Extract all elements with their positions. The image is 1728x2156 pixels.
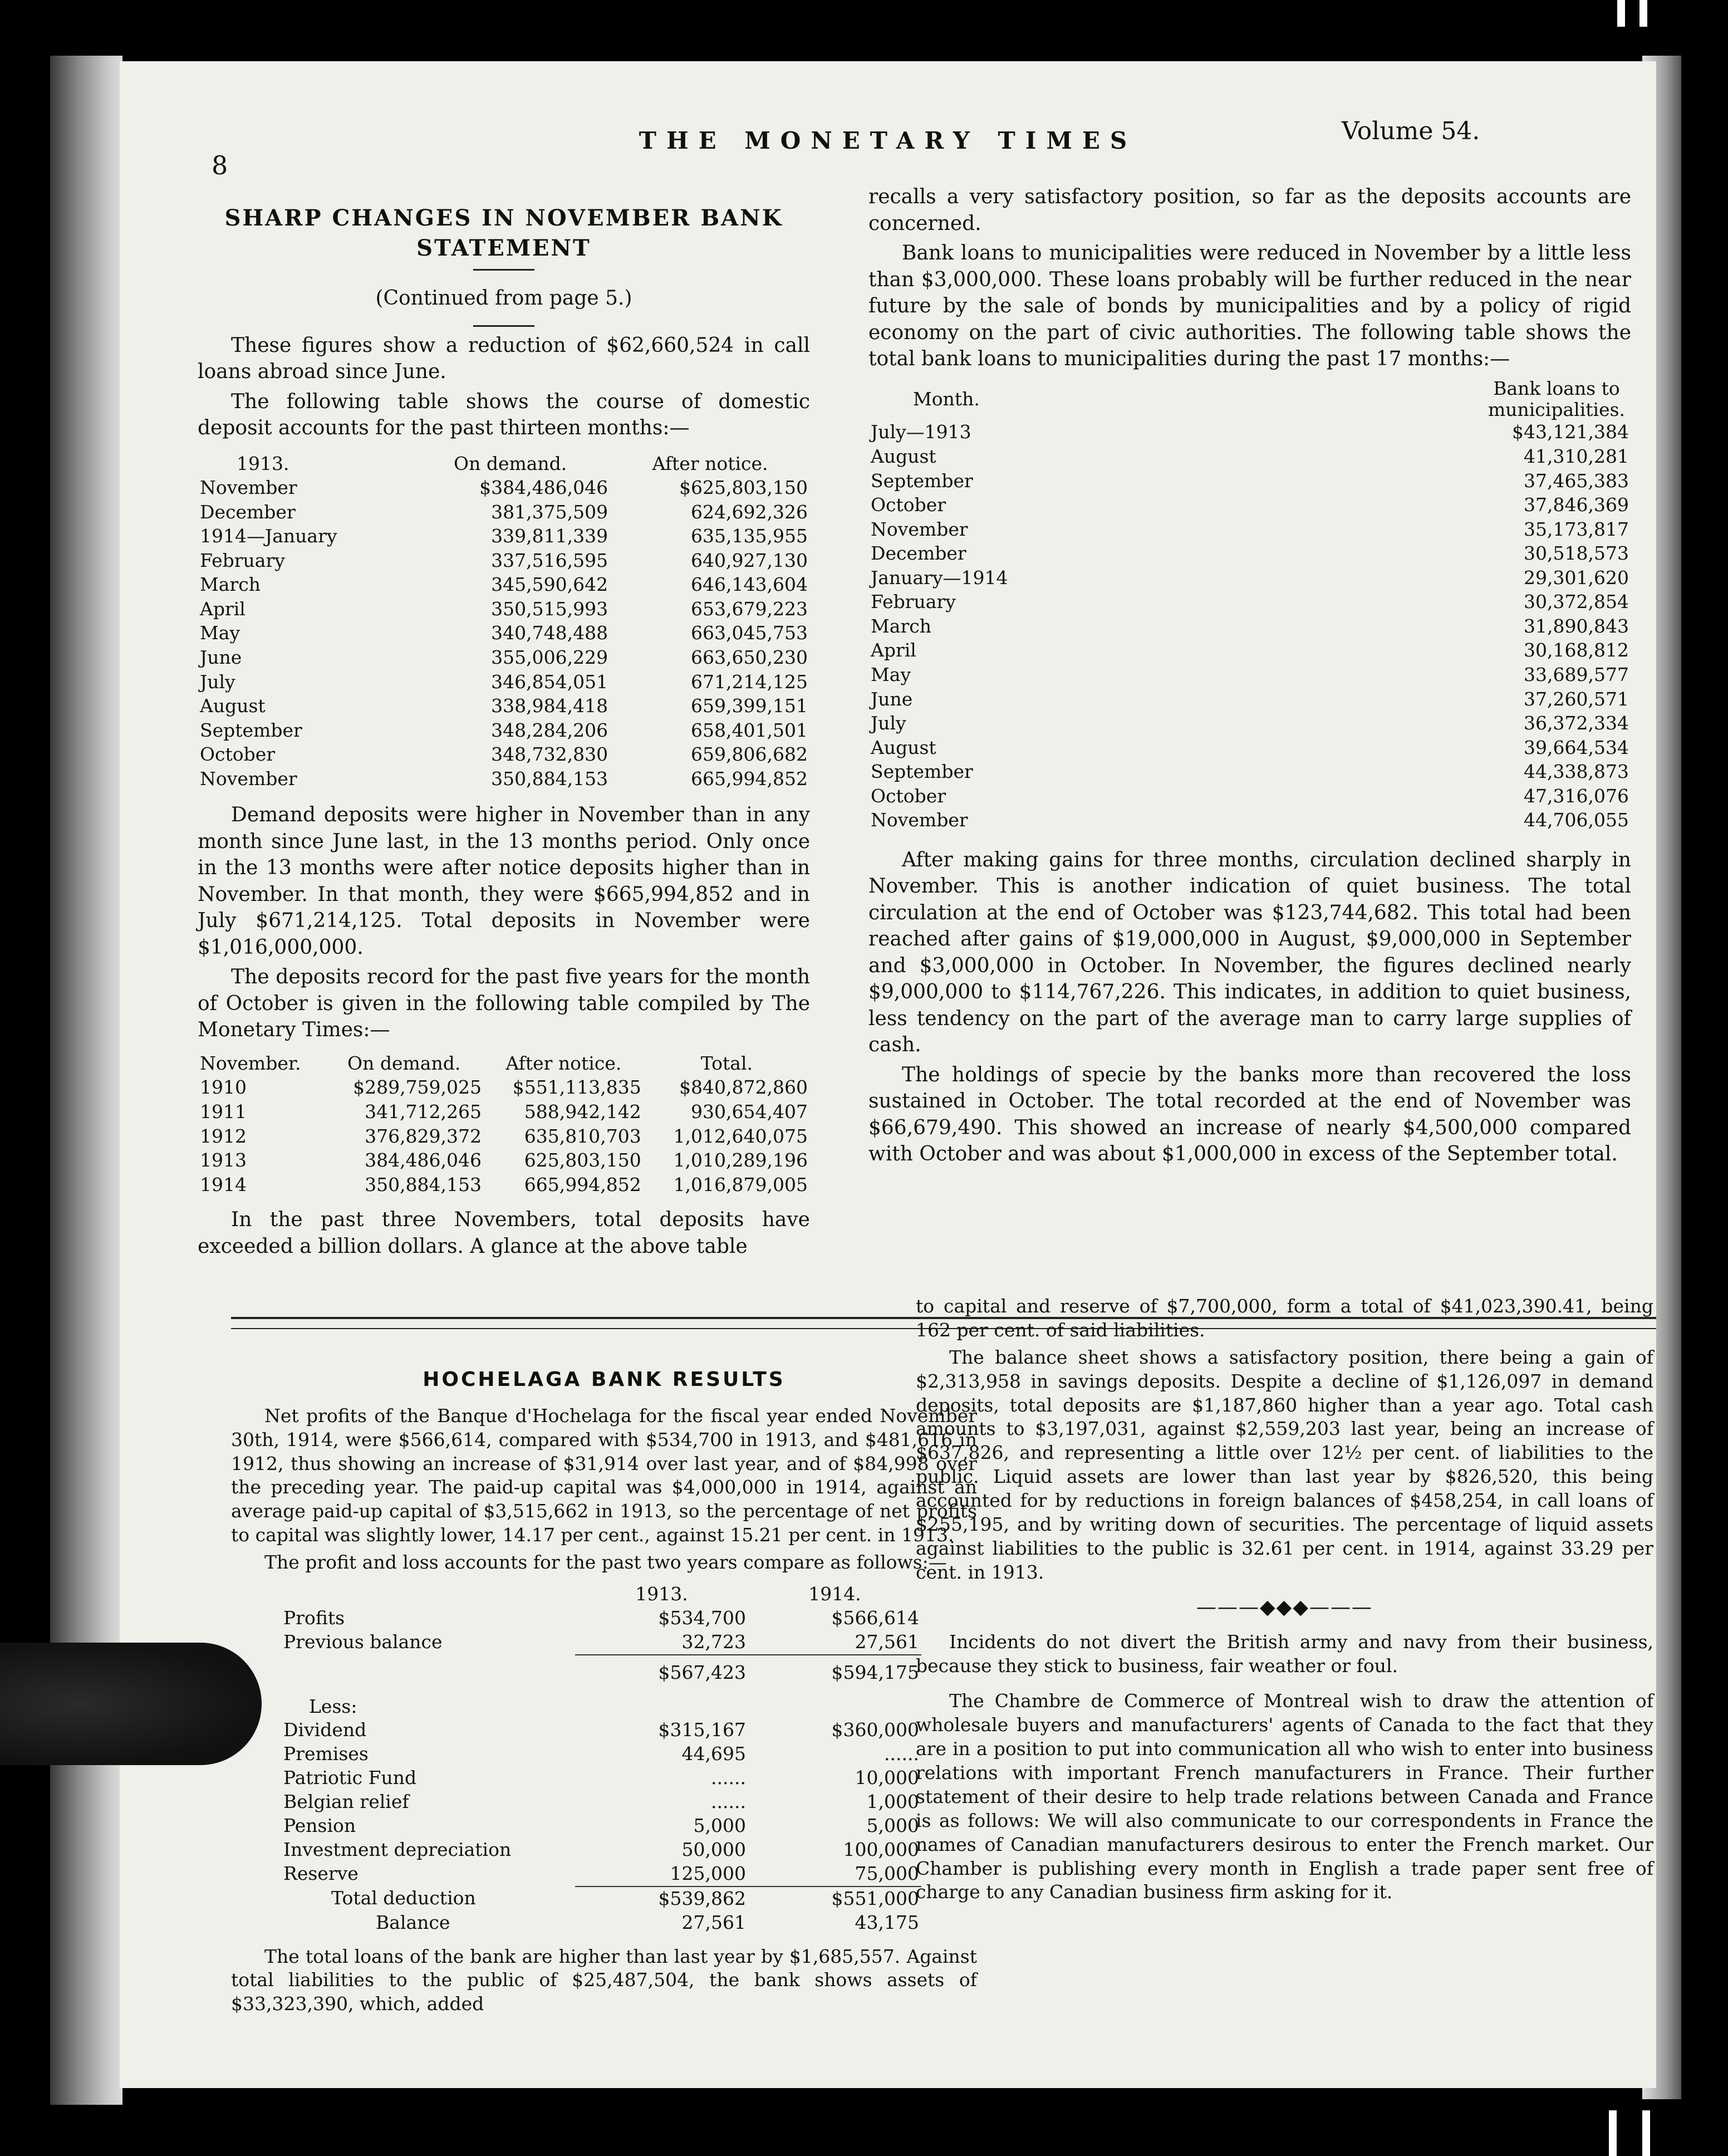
- table-row: [281, 1630, 921, 1655]
- table-cell: 43,175: [855, 1911, 919, 1933]
- table-cell: 930,654,407: [691, 1100, 808, 1123]
- table-cell: February: [200, 549, 285, 571]
- col-header: November.: [200, 1052, 301, 1074]
- table-cell: Less:: [309, 1695, 357, 1717]
- paragraph: Bank loans to municipalities were reduced in November by a little less than $3,000,000. These loans probably will be further reduced in the near future by the sale of bonds by municipalities and by a policy of rigid economy on the part of civic authorities. The following table shows the total bank loans to municipalities during the past 17 months:—: [868, 242, 1631, 371]
- paragraph: After making gains for three months, circulation declined sharply in November. This is another indication of quiet business. The total circulation at the end of October was $123,744,682. This total had been reached after gains of $19,000,000 in August, $9,000,000 in September and $3,000,000 in October. In November, the figures declined nearly $9,000,000 to $114,767,226. This indicates, in addition to quiet business, less tendency on the part of the average man to carry large supplies of cash.: [868, 848, 1631, 1057]
- table-row: [868, 420, 1631, 444]
- table-cell: October: [200, 743, 276, 766]
- continued-note: (Continued from page 5.): [375, 287, 632, 310]
- paragraph: The profit and loss accounts for the past two years compare as follows:—: [264, 1551, 947, 1574]
- table-cell: April: [200, 597, 246, 620]
- table-cell: December: [871, 542, 966, 565]
- table-cell: 1913: [200, 1149, 247, 1172]
- deposit-table-13-months: [198, 452, 810, 791]
- table-cell: 36,372,334: [1524, 712, 1629, 734]
- table-cell: 37,846,369: [1524, 494, 1629, 516]
- table-row: [868, 566, 1631, 590]
- table-cell: 348,732,830: [491, 743, 608, 766]
- table-cell: 5,000: [693, 1815, 746, 1837]
- paragraph: The holdings of specie by the banks more than recovered the loss sustained in October. The total recorded at the end of November was $66,679,490. This showed an increase of nearly $4,500,000 compared with October and was about $1,000,000 in excess of the September total.: [868, 1063, 1631, 1166]
- table-cell: 663,045,753: [691, 622, 808, 644]
- table-row: [868, 444, 1631, 469]
- paragraph: The Chambre de Commerce of Montreal wish to draw the attention of wholesale buyers and manufacturers' agents of Canada to the fact that they are in a position to put into communication all who wish to enter into business relations with important French manufacturers in France. Their further statement of their desire to help trade relations between Canada and France is as follows: We will also communicate to our correspondents in France the names of Canadian manufacturers desirous to enter the French market. Our Chamber is publishing every month in English a trade paper sent free of charge to any Canadian business firm asking for it.: [916, 1690, 1653, 1903]
- running-title: THE MONETARY TIMES: [639, 127, 1137, 154]
- table-cell: February: [871, 591, 956, 613]
- table-row: [198, 670, 810, 694]
- table-cell: July—1913: [871, 421, 971, 443]
- table-cell: 658,401,501: [691, 719, 808, 741]
- table-row: [198, 718, 810, 743]
- table-cell: 337,516,595: [491, 549, 608, 571]
- table-cell: 1911: [200, 1100, 247, 1123]
- table-cell: 646,143,604: [691, 574, 808, 596]
- article1-right-column: [868, 184, 1631, 1171]
- thumb-shadow: [0, 1643, 262, 1765]
- table-cell: August: [871, 445, 936, 468]
- table-cell: $566,614: [831, 1606, 919, 1629]
- table-row: [198, 1148, 810, 1173]
- table-cell: $625,803,150: [679, 477, 808, 499]
- table-cell: 33,689,577: [1524, 663, 1629, 685]
- table-cell: $594,175: [748, 1655, 921, 1685]
- profit-loss-table: [281, 1582, 921, 1934]
- table-cell: 376,829,372: [365, 1125, 482, 1147]
- table-cell: ......: [711, 1791, 746, 1813]
- table-cell: 1,010,289,196: [673, 1149, 808, 1172]
- table-row: [868, 711, 1631, 736]
- table-row: [198, 597, 810, 621]
- article2-title: HOCHELAGA BANK RESULTS: [423, 1368, 786, 1391]
- col-header: On demand.: [347, 1052, 461, 1074]
- table-cell: 635,810,703: [524, 1125, 641, 1147]
- table-cell: Total deduction: [331, 1887, 476, 1909]
- table-cell: September: [200, 719, 302, 741]
- table-cell: November: [200, 767, 297, 790]
- table-row: [198, 767, 810, 791]
- table-row: [281, 1838, 921, 1862]
- col-header: 1913.: [635, 1583, 688, 1605]
- table-cell: 350,884,153: [365, 1173, 482, 1195]
- table-cell: 1,000: [866, 1791, 919, 1813]
- table-row: [198, 1100, 810, 1124]
- table-cell: 355,006,229: [491, 646, 608, 668]
- table-cell: 665,994,852: [691, 767, 808, 790]
- municipal-loans-table: [868, 378, 1631, 832]
- table-cell: March: [871, 615, 931, 637]
- table-row: [281, 1655, 921, 1685]
- table-cell: 31,890,843: [1524, 615, 1629, 637]
- table-cell: 665,994,852: [524, 1173, 641, 1195]
- article2-left-column: [231, 1367, 977, 2020]
- table-cell: 44,338,873: [1524, 761, 1629, 783]
- table-cell: 1,012,640,075: [673, 1125, 808, 1147]
- ornament-separator: ———◆◆◆———: [1196, 1595, 1373, 1619]
- table-cell: 5,000: [866, 1815, 919, 1837]
- table-cell: $551,000: [748, 1886, 921, 1911]
- table-cell: Belgian relief: [283, 1791, 409, 1813]
- table-cell: $384,486,046: [479, 477, 608, 499]
- book-spine: [50, 56, 122, 2105]
- table-cell: October: [871, 785, 946, 807]
- table-cell: 32,723: [681, 1630, 746, 1653]
- table-row: [198, 572, 810, 597]
- paragraph: The following table shows the course of domestic deposit accounts for the past thirteen months:—: [198, 390, 810, 440]
- title-rule: [473, 325, 534, 327]
- table-cell: June: [871, 688, 913, 710]
- table-cell: $567,423: [575, 1655, 748, 1685]
- col-header: On demand.: [454, 452, 567, 474]
- paragraph: These figures show a reduction of $62,660,524 in call loans abroad since June.: [198, 334, 810, 384]
- table-row: [198, 1173, 810, 1197]
- table-row: [281, 1606, 921, 1630]
- table-cell: 653,679,223: [691, 597, 808, 620]
- table-cell: 350,884,153: [491, 767, 608, 790]
- table-cell: 340,748,488: [491, 622, 608, 644]
- paragraph: Incidents do not divert the British army and navy from their business, because they stick to business, fair weather or foul.: [916, 1631, 1653, 1677]
- article2-right-column: [916, 1295, 1653, 1908]
- table-cell: March: [200, 574, 261, 596]
- table-cell: 350,515,993: [491, 597, 608, 620]
- col-header: 1913.: [237, 452, 289, 474]
- table-cell: 37,465,383: [1524, 469, 1629, 492]
- table-cell: Pension: [283, 1815, 356, 1837]
- table-cell: 588,942,142: [524, 1100, 641, 1123]
- table-cell: 41,310,281: [1524, 445, 1629, 468]
- table-cell: July: [871, 712, 906, 734]
- table-cell: 659,806,682: [691, 743, 808, 766]
- title-rule: [473, 269, 534, 271]
- table-cell: $360,000: [831, 1719, 919, 1741]
- table-row: [198, 548, 810, 573]
- table-cell: 635,135,955: [691, 525, 808, 547]
- table-cell: 663,650,230: [691, 646, 808, 668]
- table-row: [281, 1862, 921, 1886]
- table-cell: $551,113,835: [512, 1076, 641, 1099]
- table-cell: Profits: [283, 1606, 345, 1629]
- table-cell: ......: [884, 1743, 919, 1765]
- col-header: Total.: [700, 1052, 753, 1074]
- table-cell: 348,284,206: [491, 719, 608, 741]
- table-cell: 75,000: [855, 1862, 919, 1884]
- table-row: [198, 694, 810, 718]
- table-row: [281, 1911, 921, 1935]
- table-cell: ......: [711, 1767, 746, 1789]
- table-cell: 50,000: [681, 1838, 746, 1860]
- table-cell: 625,803,150: [524, 1149, 641, 1172]
- table-cell: 30,372,854: [1524, 591, 1629, 613]
- table-row: [281, 1814, 921, 1838]
- table-cell: November: [871, 518, 968, 540]
- table-row: [198, 476, 810, 500]
- table-cell: 1914—January: [200, 525, 337, 547]
- film-mark: [1642, 2110, 1650, 2156]
- table-cell: $539,862: [575, 1886, 748, 1911]
- table-row: [198, 524, 810, 548]
- table-row: [868, 808, 1631, 832]
- col-header: Bank loans to municipalities.: [1488, 377, 1626, 420]
- table-cell: 1,016,879,005: [673, 1173, 808, 1195]
- paragraph: Demand deposits were higher in November than in any month since June last, in the 13 months period. Only once in the 13 months were after notice deposits higher than in November. In that month, they were $665,994,852 and in July $671,214,125. Total deposits in November were $1,016,000,000.: [198, 803, 810, 959]
- table-cell: 27,561: [681, 1911, 746, 1933]
- table-row: [198, 645, 810, 670]
- table-row: [868, 784, 1631, 808]
- table-cell: August: [871, 736, 936, 758]
- paragraph: Net profits of the Banque d'Hochelaga for the fiscal year ended November 30th, 1914, were $566,614, compared with $534,700 in 1913, and $481,616 in 1912, thus showing an increase of $31,914 over last year, and of $84,998 over the preceding year. The paid-up capital was $4,000,000 in 1914, against an average paid-up capital of $3,515,662 in 1913, so the percentage of net profits to capital was slightly lower, 14.17 per cent., against 15.21 per cent. in 1913.: [231, 1404, 977, 1546]
- table-cell: $534,700: [658, 1606, 746, 1629]
- table-cell: April: [871, 639, 916, 661]
- paragraph: The deposits record for the past five years for the month of October is given in the following table compiled by The Monetary Times:—: [198, 966, 810, 1042]
- col-header: After notice.: [652, 452, 768, 474]
- paragraph: The total loans of the bank are higher than last year by $1,685,557. Against total liabilities to the public of $25,487,504, the bank shows assets of $33,323,390, which, added: [231, 1945, 977, 2015]
- table-cell: 1912: [200, 1125, 247, 1147]
- table-cell: May: [200, 622, 240, 644]
- table-cell: May: [871, 663, 911, 685]
- table-cell: $289,759,025: [353, 1076, 482, 1099]
- table-row: [281, 1718, 921, 1742]
- table-cell: 30,168,812: [1524, 639, 1629, 661]
- table-cell: 339,811,339: [491, 525, 608, 547]
- table-cell: September: [871, 761, 973, 783]
- table-cell: Previous balance: [283, 1631, 443, 1653]
- table-cell: 29,301,620: [1524, 566, 1629, 589]
- table-row: [281, 1886, 921, 1911]
- volume-label: Volume 54.: [1342, 117, 1480, 145]
- table-row: [868, 638, 1631, 663]
- film-mark: [1639, 0, 1647, 27]
- table-row: [281, 1790, 921, 1814]
- table-row: [868, 469, 1631, 493]
- table-row: [198, 1124, 810, 1149]
- table-row: [868, 736, 1631, 760]
- magazine-page: [120, 61, 1656, 2088]
- table-row: [868, 541, 1631, 566]
- col-header: Month.: [913, 388, 980, 410]
- table-cell: Investment depreciation: [283, 1838, 512, 1860]
- page-number: 8: [212, 150, 228, 180]
- table-cell: January—1914: [871, 566, 1008, 589]
- table-cell: 125,000: [670, 1862, 746, 1884]
- table-cell: 1910: [200, 1076, 247, 1099]
- paragraph: The balance sheet shows a satisfactory position, there being a gain of $2,313,958 in savings deposits. Despite a decline of $1,126,097 in demand deposits, total deposits are $1,187,860 higher than a year ago. Total cash amounts to $3,197,031, against $2,559,203 last year, being an increase of $637,826, and representing a little over 12½ per cent. of liabilities to the public. Liquid assets are lower than last year by $826,520, this being accounted for by reductions in foreign balances of $458,254, in call loans of $255,195, and by writing down of securities. The percentage of liquid assets against liabilities to the public is 32.61 per cent. in 1914, against 33.29 per cent. in 1913.: [916, 1346, 1653, 1583]
- table-cell: December: [200, 501, 296, 523]
- col-header: 1914.: [808, 1583, 861, 1605]
- deposit-table-five-years: [198, 1051, 810, 1197]
- table-cell: July: [200, 670, 235, 693]
- table-row: [281, 1742, 921, 1766]
- table-cell: 659,399,151: [691, 695, 808, 717]
- table-cell: 346,854,051: [491, 670, 608, 693]
- table-cell: September: [871, 469, 973, 492]
- table-row: [868, 614, 1631, 639]
- article1-left-column: [198, 203, 810, 1263]
- table-cell: 37,260,571: [1524, 688, 1629, 710]
- table-cell: 624,692,326: [691, 501, 808, 523]
- table-cell: 44,695: [681, 1743, 746, 1765]
- table-cell: November: [871, 809, 968, 831]
- table-cell: $43,121,384: [1512, 421, 1629, 443]
- paragraph: In the past three Novembers, total deposits have exceeded a billion dollars. A glance at the above table: [198, 1208, 810, 1258]
- table-cell: October: [871, 494, 946, 516]
- table-cell: 345,590,642: [491, 574, 608, 596]
- table-cell: 640,927,130: [691, 549, 808, 571]
- table-row: [198, 1075, 810, 1100]
- film-mark: [1609, 2110, 1617, 2156]
- table-cell: 44,706,055: [1524, 809, 1629, 831]
- table-row: [868, 663, 1631, 687]
- table-row: [868, 759, 1631, 784]
- table-cell: August: [200, 695, 266, 717]
- table-cell: 100,000: [843, 1838, 919, 1860]
- table-row: [198, 500, 810, 525]
- table-row: [198, 742, 810, 767]
- table-cell: 384,486,046: [365, 1149, 482, 1172]
- table-cell: 338,984,418: [491, 695, 608, 717]
- film-mark: [1617, 0, 1625, 27]
- table-row: [281, 1685, 921, 1719]
- table-cell: Balance: [376, 1911, 450, 1933]
- table-row: [868, 517, 1631, 542]
- table-cell: Reserve: [283, 1863, 359, 1885]
- table-cell: Premises: [283, 1743, 369, 1765]
- paragraph: recalls a very satisfactory position, so far as the deposits accounts are concerned.: [868, 185, 1631, 235]
- table-cell: Patriotic Fund: [283, 1767, 417, 1789]
- table-cell: $840,872,860: [679, 1076, 808, 1099]
- table-cell: Dividend: [283, 1719, 367, 1741]
- col-header: After notice.: [505, 1052, 622, 1074]
- table-row: [198, 621, 810, 645]
- table-cell: 27,561: [855, 1630, 919, 1653]
- table-row: [868, 493, 1631, 517]
- table-row: [868, 687, 1631, 712]
- table-cell: $315,167: [658, 1719, 746, 1741]
- table-row: [868, 590, 1631, 614]
- table-cell: November: [200, 477, 297, 499]
- table-cell: 30,518,573: [1524, 542, 1629, 565]
- table-cell: June: [200, 646, 242, 668]
- table-cell: 47,316,076: [1524, 785, 1629, 807]
- table-cell: 341,712,265: [365, 1100, 482, 1123]
- table-cell: 381,375,509: [491, 501, 608, 523]
- article1-title: SHARP CHANGES IN NOVEMBER BANK STATEMENT: [224, 205, 783, 261]
- table-cell: 39,664,534: [1524, 736, 1629, 758]
- table-row: [281, 1766, 921, 1790]
- table-cell: 1914: [200, 1173, 247, 1195]
- table-cell: 10,000: [855, 1767, 919, 1789]
- col-header: [281, 1582, 575, 1606]
- paragraph: to capital and reserve of $7,700,000, form a total of $41,023,390.41, being 162 per cent. of said liabilities.: [916, 1295, 1653, 1341]
- table-cell: 35,173,817: [1524, 518, 1629, 540]
- table-cell: 671,214,125: [691, 670, 808, 693]
